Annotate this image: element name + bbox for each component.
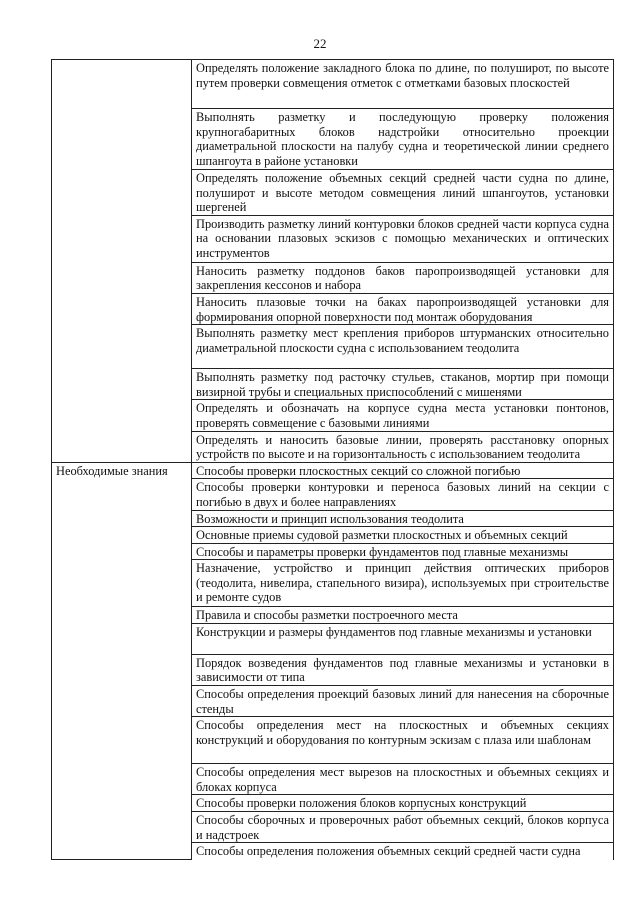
knowledge-item: Основные приемы судовой разметки плоскостных и объемных секций — [192, 527, 614, 544]
knowledge-item: Способы определения проекций базовых линий для нанесения на сборочные стенды — [192, 686, 614, 717]
skill-item: Выполнять разметку мест крепления приборов штурманских относительно диаметральной плоскости судна с использованием теодолита — [192, 325, 614, 369]
knowledge-item: Способы определения мест на плоскостных и объемных секциях конструкций и оборудования по контурным эскизам с плаза или шаблонам — [192, 717, 614, 764]
skill-item: Наносить разметку поддонов баков паропроизводящей установки для закрепления кессонов и набора — [192, 262, 614, 293]
skill-item: Определять и наносить базовые линии, проверять расстановку опорных устройств по высоте и на горизонтальность с использованием теодолита — [192, 431, 614, 462]
skill-item: Наносить плазовые точки на баках паропроизводящей установки для формирования опорной поверхности под монтаж оборудования — [192, 293, 614, 324]
knowledge-item: Способы проверки плоскостных секций со сложной погибью — [192, 462, 614, 479]
skill-item: Производить разметку линий контуровки блоков средней части корпуса судна на основании плазовых эскизов с помощью механических и оптических инструментов — [192, 215, 614, 262]
knowledge-item: Правила и способы разметки построечного места — [192, 607, 614, 624]
skill-item: Выполнять разметку под расточку стульев, стаканов, мортир при помощи визирной трубы и специальных приспособлений с мишенями — [192, 369, 614, 400]
knowledge-label: Необходимые знания — [52, 462, 192, 860]
knowledge-item: Назначение, устройство и принцип действия оптических приборов (теодолита, нивелира, стапельного визира), используемых при строительстве и ремонте судов — [192, 560, 614, 607]
skill-item: Определять положение закладного блока по длине, по полуширот, по высоте путем проверки совмещения отметок с отметками базовых плоскостей — [192, 60, 614, 109]
knowledge-item: Способы проверки положения блоков корпусных конструкций — [192, 795, 614, 812]
table-row — [52, 462, 614, 479]
skill-item: Определять положение объемных секций средней части судна по длине, полуширот и высоте методом совмещения линий шпангоутов, установки шергеней — [192, 170, 614, 216]
knowledge-item: Способы определения положения объемных секций средней части судна — [192, 843, 614, 860]
knowledge-item: Способы определения мест вырезов на плоскостных и объемных секциях и блоках корпуса — [192, 764, 614, 795]
page-number: 22 — [313, 36, 327, 51]
table-row — [52, 60, 614, 109]
skills-label-cell — [52, 60, 192, 463]
knowledge-item: Способы проверки контуровки и переноса базовых линий на секции с погибью в двух и более направлениях — [192, 479, 614, 510]
skill-item: Определять и обозначать на корпусе судна места установки понтонов, проверять совмещение с базовыми линиями — [192, 400, 614, 431]
competency-table — [51, 59, 614, 860]
knowledge-item: Конструкции и размеры фундаментов под главные механизмы и установки — [192, 623, 614, 654]
knowledge-item: Способы и параметры проверки фундаментов под главные механизмы — [192, 543, 614, 560]
knowledge-item: Возможности и принцип использования теодолита — [192, 510, 614, 527]
knowledge-item: Способы сборочных и проверочных работ объемных секций, блоков корпуса и надстроек — [192, 812, 614, 843]
knowledge-item: Порядок возведения фундаментов под главные механизмы и установки в зависимости от типа — [192, 654, 614, 685]
skill-item: Выполнять разметку и последующую проверку положения крупногабаритных блоков надстройки относительно проекции диаметральной плоскости на палубу судна и теоретической линии среднего шпангоута в районе установки — [192, 109, 614, 170]
